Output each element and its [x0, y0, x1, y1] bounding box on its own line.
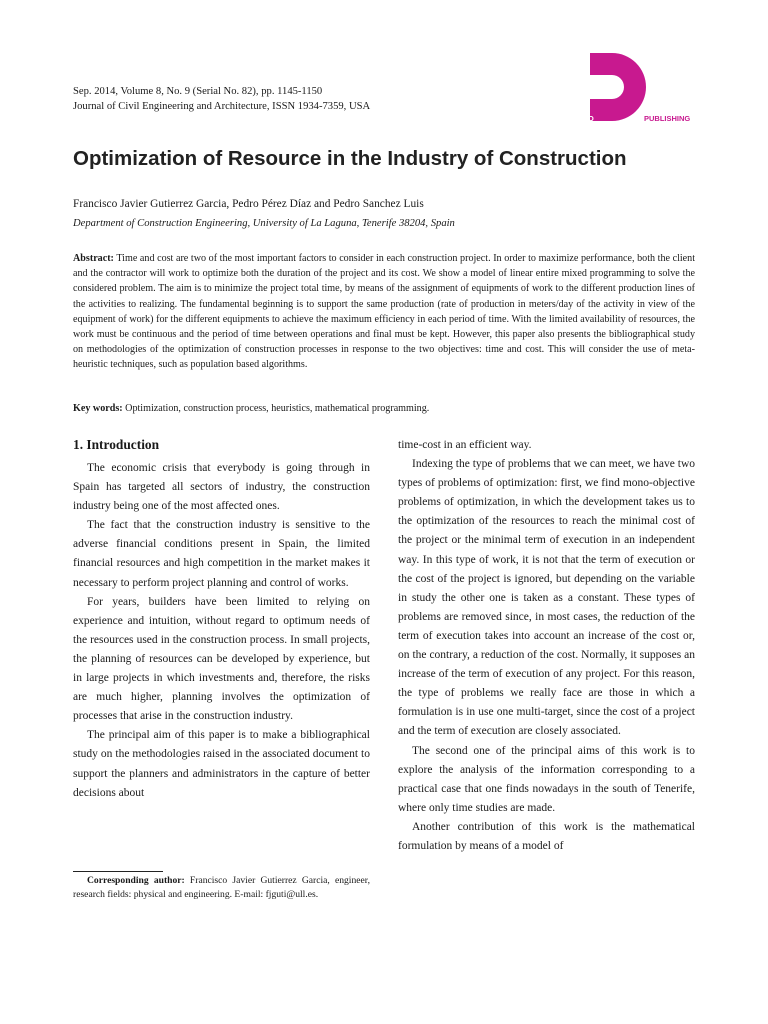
- logo-d-shape: [590, 53, 646, 121]
- paper-title: Optimization of Resource in the Industry of Construction: [73, 147, 627, 170]
- paragraph: The fact that the construction industry is sensitive to the adverse financial conditions present in Spain, the limited financial resources and high competition in the market makes it necessary to perform project planning and control of works.: [73, 519, 370, 589]
- abstract: [73, 251, 695, 373]
- section-heading-introduction: 1. Introduction: [73, 437, 160, 452]
- footnote-text: Francisco Javier Gutierrez Garcia, engineer, research fields: physical and engineering. E-mail: fjguti@ull.es.: [73, 875, 370, 900]
- affiliation: Department of Construction Engineering, University of La Laguna, Tenerife 38204, Spain: [73, 218, 455, 229]
- authors: Francisco Javier Gutierrez Garcia, Pedro Pérez Díaz and Pedro Sanchez Luis: [73, 198, 424, 210]
- keywords-label: Key words:: [73, 403, 123, 414]
- paragraph: time-cost in an efficient way.: [398, 439, 532, 451]
- abstract-label: Abstract:: [73, 253, 114, 264]
- footnote-label: Corresponding author:: [87, 875, 185, 886]
- abstract-text: Time and cost are two of the most important factors to consider in each construction project. In order to maximize performance, both the client and the contractor will work to optimize both the duration of the project and its cost. We show a model of linear entire mixed programming to solve the considered problem. The aim is to minimize the project total time, by means of the assignment of equipments of work to the different production lines of the activities to realizing. The fundamental beginning is to support the same production (rate of production in meters/day of the activity in view of the equipment of work) for the different equipments to achieve the maximum efficiency in each period of time. With the limited availability of resources, the work must be continuous and the period of time between operations and final must be kept. However, this paper also presents the bibliographical study on methodologies of the optimization of construction processes in response to the two objectives: time and cost. This will consider the use of meta-heuristic techniques, such as population based algorithms.: [73, 253, 696, 371]
- footnote-divider: [73, 871, 163, 872]
- logo-text-david: DAVID: [571, 114, 594, 123]
- paragraph: The economic crisis that everybody is going through in Spain has targeted all sectors of industry, the construction industry being one of the most affected ones.: [73, 462, 370, 513]
- keywords-text: Optimization, construction process, heuristics, mathematical programming.: [125, 403, 430, 414]
- paragraph: Another contribution of this work is the mathematical formulation by means of a model of: [398, 820, 695, 852]
- logo-text-publishing: PUBLISHING: [644, 114, 691, 123]
- keywords: [73, 403, 695, 414]
- paragraph: Indexing the type of problems that we can meet, we have two types of problems of optimization: first, we find mono-objective problems of optimization, in which the development takes us to the optimization of the resources to reach the minimal cost of the project or the minimal term of execution in an independent way. In this type of work, it is not that the term of execution or the cost of the project is ignored, but depending on the variable in study the other one is taken as a constant. These types of problems are removed since, in most cases, the reduction of the term of execution takes into account an increase of the cost or, on the contrary, a reduction of the cost. Normally, it supposes an increase of the term of execution of any project. For this reason, the type of problems we really face are those in which a formulation is in use one multi-target, since the cost of a project and the term of execution are closely associated.: [398, 458, 695, 738]
- paragraph: The principal aim of this paper is to make a bibliographical study on the methodologies raised in the associated document to support the planners and administrators in the capture of better decisions about: [73, 729, 370, 799]
- citation-line: Sep. 2014, Volume 8, No. 9 (Serial No. 82), pp. 1145-1150: [73, 86, 323, 97]
- left-column: [73, 436, 370, 803]
- journal-line: Journal of Civil Engineering and Architecture, ISSN 1934-7359, USA: [73, 101, 371, 112]
- right-column: [398, 436, 695, 856]
- paragraph: The second one of the principal aims of this work is to explore the analysis of the information corresponding to a practical case that one finds nowadays in the south of Tenerife, where only time studies are made.: [398, 744, 695, 814]
- footnote: [73, 874, 370, 901]
- paragraph: For years, builders have been limited to relying on experience and intuition, without regard to optimum needs of the resources used in the construction process. In small projects, the planning of resources can be developed by experience, but in large projects in which investments and, therefore, the risks are much higher, planning involves the optimization of processes that arise in the construction industry.: [73, 595, 370, 723]
- david-publishing-logo: [566, 50, 700, 126]
